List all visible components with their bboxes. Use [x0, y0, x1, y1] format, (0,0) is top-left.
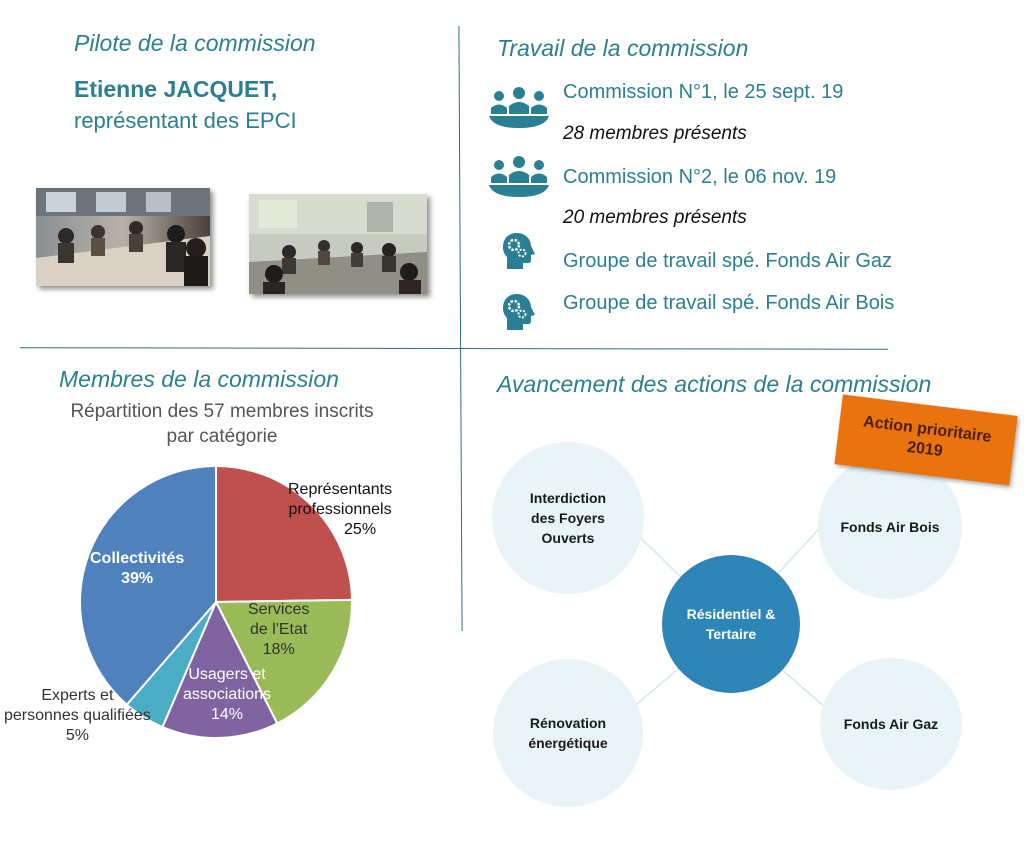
node-hub-residentiel	[662, 555, 800, 693]
pie-label-experts	[4, 686, 151, 746]
work-item-1-label: Commission N°1, le 25 sept. 19	[563, 81, 844, 103]
slice-pct: 18%	[262, 641, 295, 658]
slice-name-line-1: Services	[248, 601, 310, 618]
work-item-3-label: Groupe de travail spé. Fonds Air Gaz	[563, 250, 893, 272]
slice-pct: 14%	[211, 706, 244, 723]
node-label: Rénovation énergétique	[528, 715, 608, 751]
slice-name-line-1: Experts et	[41, 687, 114, 704]
slice-pct: 39%	[121, 570, 154, 587]
node-renovation	[493, 659, 643, 807]
badge-label: Action prioritaire 2019	[862, 413, 993, 461]
slice-name-line-2: associations	[183, 686, 272, 703]
slice-name-line-2: professionnels	[288, 501, 392, 518]
slice-pct: 25%	[344, 521, 377, 538]
pilot-role: représentant des EPCI	[74, 108, 297, 133]
meeting-photo-1	[36, 188, 210, 286]
pie-label-collectivites	[90, 549, 184, 589]
node-fonds-air-gaz	[820, 658, 962, 790]
pilot-name: Etienne JACQUET,	[74, 76, 278, 102]
slice-name-line-2: personnes qualifiées	[4, 707, 151, 724]
pie-label-services	[248, 600, 309, 660]
slice-name-line-1: Collectivités	[90, 550, 185, 567]
pie-label-usagers	[183, 665, 271, 725]
hub-label: Résidentiel & Tertaire	[686, 606, 776, 642]
slice-name-line-2: de l'Etat	[250, 621, 308, 638]
slice-name-line-1: Usagers et	[188, 666, 266, 683]
head-gears-icon	[501, 292, 535, 337]
work-item-2-sub: 20 membres présents	[563, 207, 747, 228]
horizontal-divider	[20, 347, 888, 350]
work-section-title: Travail de la commission	[497, 35, 749, 61]
members-section-title: Membres de la commission	[59, 366, 339, 392]
work-item-1-sub: 28 membres présents	[563, 123, 747, 144]
group-icon	[487, 155, 551, 204]
node-label: Fonds Air Bois	[840, 519, 940, 535]
pie-label-representants	[288, 480, 392, 540]
pilot-section-title: Pilote de la commission	[74, 30, 316, 56]
work-item-2-label: Commission N°2, le 06 nov. 19	[563, 166, 837, 188]
vertical-divider	[458, 26, 462, 631]
meeting-photo-2	[249, 194, 427, 294]
group-icon	[487, 86, 551, 135]
node-label: Interdiction des Foyers Ouverts	[529, 490, 607, 546]
work-item-4-label: Groupe de travail spé. Fonds Air Bois	[563, 292, 895, 314]
actions-section-title: Avancement des actions de la commission	[497, 371, 932, 397]
slice-pct: 5%	[65, 727, 89, 744]
slice-name-line-1: Représentants	[288, 481, 393, 498]
chart-title-line-1: Répartition des 57 membres inscrits	[70, 401, 374, 422]
chart-title-line-2: par catégorie	[166, 426, 278, 447]
node-label: Fonds Air Gaz	[843, 716, 939, 732]
head-gears-icon	[501, 231, 535, 276]
node-interdiction	[492, 442, 644, 594]
